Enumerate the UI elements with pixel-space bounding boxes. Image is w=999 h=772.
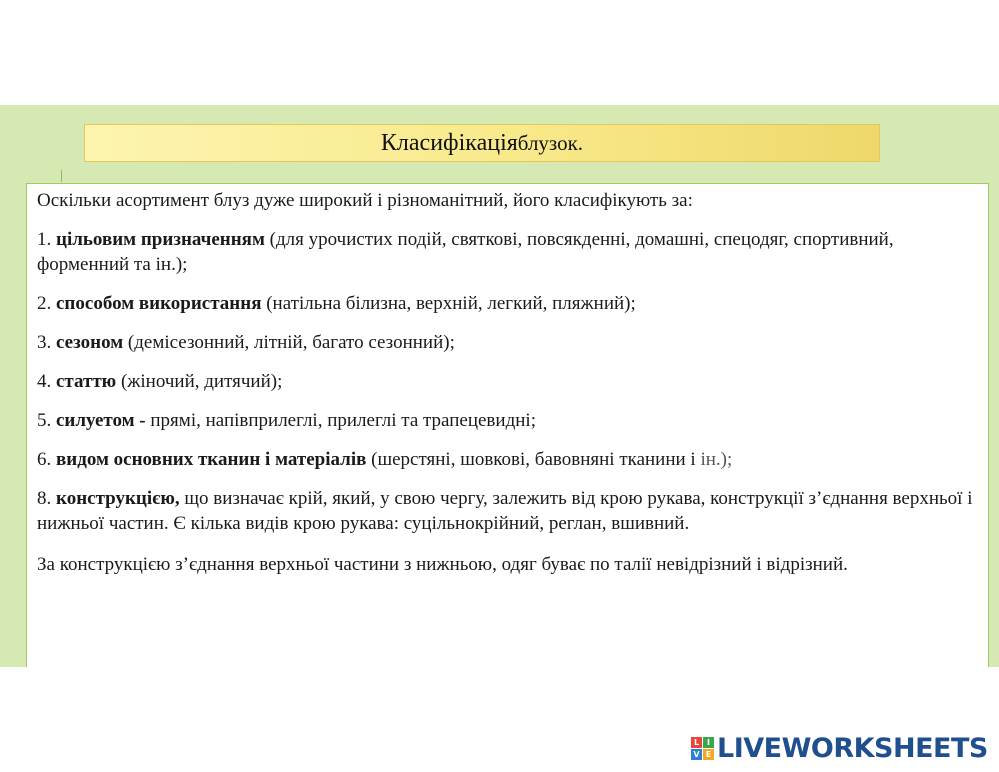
item-number: 6. [37,449,56,470]
item-description: (демісезонний, літній, багато сезонний); [123,332,455,353]
logo-tile: E [703,749,714,760]
item-number: 8. [37,488,56,509]
item-term: видом основних тканин і матеріалів [56,449,367,470]
item-term: способом використання [56,293,262,314]
list-item-5 [37,408,974,433]
decorative-tick [61,170,62,182]
list-item-4 [37,369,974,394]
item-number: 3. [37,332,56,353]
logo-tile: V [691,749,702,760]
list-item-6 [37,447,974,472]
list-item-3 [37,330,974,355]
item-description: (шерстяні, шовкові, бавовняні тканини і [366,449,701,470]
list-item-2 [37,291,974,316]
liveworksheets-logo-icon [691,737,714,760]
item-number: 4. [37,371,56,392]
item-term: цільовим призначенням [56,229,265,250]
item-description-end: ін.); [700,449,733,470]
item-description: що визначає крій, який, у свою чергу, залежить від крою рукава, конструкції з’єднання верхньої і нижньої частин. Є кілька видів крою рукава: суцільнокрійний, реглан, вшивний. [37,488,973,534]
item-description: (натільна білизна, верхній, легкий, пляжний); [261,293,636,314]
liveworksheets-brand [691,733,988,763]
item-number: 1. [37,229,56,250]
intro-text: Оскільки асортимент блуз дуже широкий і різноманітний, його класифікують за: [37,190,693,211]
logo-tile: L [691,737,702,748]
item-description: (для урочистих подій, святкові, повсякденні, домашні, спецодяг, спортивний, форменний та ін.); [37,229,894,275]
item-term: сезоном [56,332,124,353]
item-number: 2. [37,293,56,314]
title-main: Класифікація [380,129,518,156]
slide-title [84,124,880,162]
list-item-8 [37,486,974,536]
item-term: силуетом - [56,410,146,431]
brand-name: LIVEWORKSHEETS [717,732,988,764]
item-term: статтю [56,371,117,392]
item-description: прямі, напівприлеглі, прилеглі та трапецевидні; [145,410,536,431]
title-sub: блузок. [517,130,584,155]
list-item-1 [37,227,974,277]
item-term: конструкцією, [56,488,180,509]
item-number: 5. [37,410,56,431]
content-box [26,183,989,667]
item-description: (жіночий, дитячий); [116,371,283,392]
logo-tile: I [703,737,714,748]
closing-text: За конструкцією з’єднання верхньої частини з нижньою, одяг буває по талії невідрізний і відрізний. [37,554,848,575]
